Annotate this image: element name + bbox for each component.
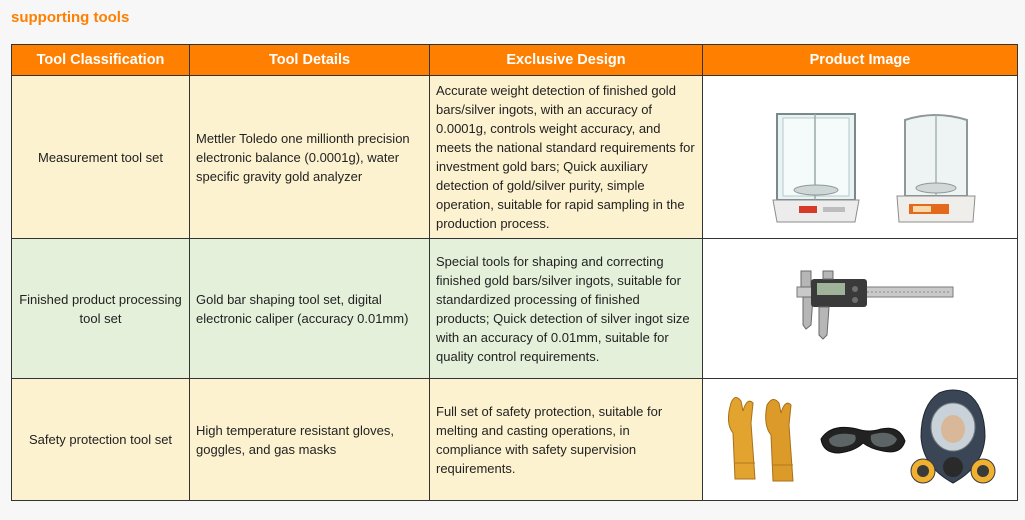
electronic-balance-icon [897,115,975,222]
product-images-safety [709,379,1023,500]
cell-details: Gold bar shaping tool set, digital electronic caliper (accuracy 0.01mm) [190,239,430,379]
cell-design: Accurate weight detection of finished gold bars/silver ingots, with an accuracy of 0.0001g, controls weight accuracy, and meets the national standard requirements for investment gold bars; Quick auxiliary detection of gold/silver purity, simple operation, suitable for rapid sampling in the production process. [430,76,703,239]
header-product-image: Product Image [703,45,1018,76]
cell-design: Special tools for shaping and correcting finished gold bars/silver ingots, suitable for standardized processing of finished products; Quick detection of silver ingot size with an accuracy of 0.01mm, suitable for quality control requirements. [430,239,703,379]
cell-product-image [703,239,1018,379]
cell-design: Full set of safety protection, suitable for melting and casting operations, in compliance with safety supervision requirements. [430,379,703,501]
cell-product-image [703,76,1018,239]
electronic-balance-icon [773,114,859,222]
supporting-tools-table [11,44,1018,501]
product-images-caliper [709,239,1023,378]
cell-classification: Measurement tool set [12,76,190,239]
table-row [12,76,1018,239]
digital-caliper-icon [797,271,953,339]
gloves-icon [728,397,793,481]
table-row [12,239,1018,379]
product-images-balances [709,76,1023,238]
header-tool-details: Tool Details [190,45,430,76]
cell-details: High temperature resistant gloves, goggles, and gas masks [190,379,430,501]
cell-details: Mettler Toledo one millionth precision electronic balance (0.0001g), water specific gravity gold analyzer [190,76,430,239]
table-row [12,379,1018,501]
header-exclusive-design: Exclusive Design [430,45,703,76]
cell-product-image [703,379,1018,501]
table-header-row [12,45,1018,76]
goggles-icon [821,427,905,453]
cell-classification: Safety protection tool set [12,379,190,501]
gas-mask-icon [911,390,995,483]
header-tool-classification: Tool Classification [12,45,190,76]
cell-classification: Finished product processing tool set [12,239,190,379]
section-title: supporting tools [11,9,130,26]
